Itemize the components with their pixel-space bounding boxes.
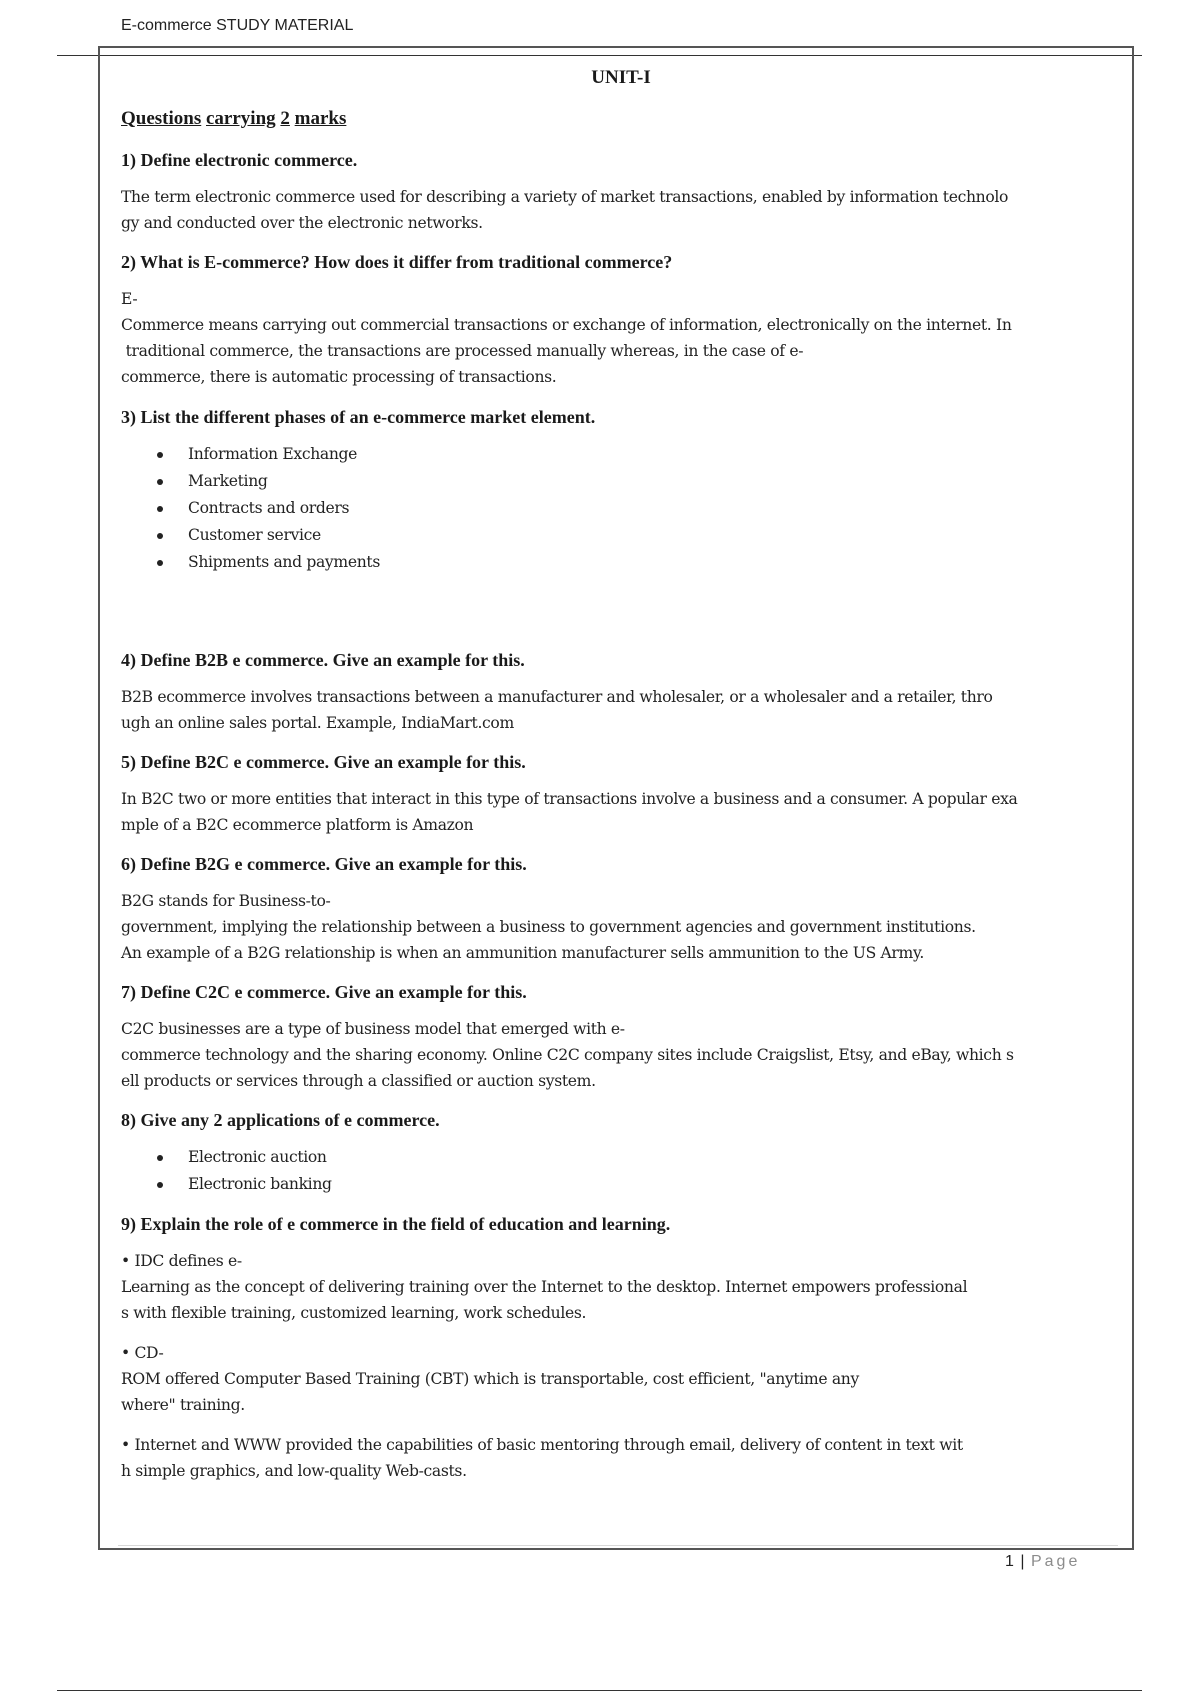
answer-line: • IDC defines e- <box>121 1252 242 1270</box>
answer-6 <box>121 888 1121 966</box>
document-body <box>121 66 1121 1498</box>
footer-rule <box>57 1690 1142 1691</box>
answer-line: traditional commerce, the transactions are processed manually whereas, in the case of e- <box>121 342 804 360</box>
answer-line: s with flexible training, customized learning, work schedules. <box>121 1304 587 1322</box>
answer-line: Commerce means carrying out commercial transactions or exchange of information, electronically on the internet. In <box>121 316 1012 334</box>
answer-5 <box>121 786 1121 838</box>
answer-line: gy and conducted over the electronic networks. <box>121 214 483 232</box>
question-2: 2) What is E-commerce? How does it differ from traditional commerce? <box>121 252 673 272</box>
list-item <box>121 468 1121 495</box>
list-item-label: Customer service <box>188 526 321 544</box>
section-title-word: 2 <box>280 108 290 129</box>
list-item <box>121 522 1121 549</box>
question-9: 9) Explain the role of e commerce in the field of education and learning. <box>121 1214 671 1234</box>
bullet-icon <box>157 479 163 485</box>
phases-list <box>121 441 1121 576</box>
answer-line: C2C businesses are a type of business model that emerged with e- <box>121 1020 625 1038</box>
answer-line: commerce technology and the sharing economy. Online C2C company sites include Craigslist, Etsy, and eBay, which s <box>121 1046 1014 1064</box>
bullet-icon <box>157 1182 163 1188</box>
answer-line: where" training. <box>121 1396 245 1414</box>
question-3: 3) List the different phases of an e-commerce market element. <box>121 407 596 427</box>
answer-1 <box>121 184 1121 236</box>
answer-line: B2B ecommerce involves transactions between a manufacturer and wholesaler, or a wholesaler and a retailer, thro <box>121 688 993 706</box>
answer-9-paragraph-2 <box>121 1340 1121 1418</box>
list-item-label: Contracts and orders <box>188 499 350 517</box>
section-title-word: marks <box>294 108 347 129</box>
question-1: 1) Define electronic commerce. <box>121 150 358 170</box>
list-item-label: Information Exchange <box>188 445 358 463</box>
section-title-word: carrying <box>206 108 276 129</box>
answer-line: government, implying the relationship between a business to government agencies and government institutions. <box>121 918 976 936</box>
answer-line: The term electronic commerce used for describing a variety of market transactions, enabled by information technolo <box>121 188 1009 206</box>
answer-line: B2G stands for Business-to- <box>121 892 331 910</box>
list-item-label: Marketing <box>188 472 268 490</box>
answer-line: h simple graphics, and low-quality Web-casts. <box>121 1462 467 1480</box>
answer-line: E- <box>121 290 138 308</box>
page-number-footer <box>1005 1553 1080 1571</box>
answer-2 <box>121 286 1121 390</box>
list-item-label: Shipments and payments <box>188 553 380 571</box>
list-item <box>121 1144 1121 1171</box>
answer-9-paragraph-3 <box>121 1432 1121 1484</box>
bullet-icon <box>157 533 163 539</box>
bullet-icon <box>157 452 163 458</box>
question-4: 4) Define B2B e commerce. Give an example for this. <box>121 650 525 670</box>
question-5: 5) Define B2C e commerce. Give an example for this. <box>121 752 526 772</box>
header-title: E-commerce STUDY MATERIAL <box>121 17 354 34</box>
answer-line: commerce, there is automatic processing of transactions. <box>121 368 557 386</box>
question-6: 6) Define B2G e commerce. Give an example for this. <box>121 854 527 874</box>
list-item <box>121 1171 1121 1198</box>
answer-4 <box>121 684 1121 736</box>
answer-7 <box>121 1016 1121 1094</box>
section-title-word: Questions <box>121 108 202 129</box>
applications-list <box>121 1144 1121 1198</box>
list-item <box>121 441 1121 468</box>
section-title <box>121 107 1121 131</box>
page-number: 1 <box>1005 1553 1014 1570</box>
answer-line: • CD- <box>121 1344 164 1362</box>
page-border-inner-rule <box>118 1545 1118 1546</box>
answer-line: In B2C two or more entities that interact in this type of transactions involve a business and a consumer. A popular exa <box>121 790 1018 808</box>
answer-line: ell products or services through a classified or auction system. <box>121 1072 596 1090</box>
bullet-icon <box>157 506 163 512</box>
answer-line: An example of a B2G relationship is when an ammunition manufacturer sells ammunition to the US Army. <box>121 944 924 962</box>
unit-title: UNIT-I <box>591 67 651 88</box>
list-item <box>121 495 1121 522</box>
answer-line: mple of a B2C ecommerce platform is Amazon <box>121 816 474 834</box>
answer-line: ugh an online sales portal. Example, IndiaMart.com <box>121 714 514 732</box>
answer-line: ROM offered Computer Based Training (CBT) which is transportable, cost efficient, "anytime any <box>121 1370 859 1388</box>
answer-line: Learning as the concept of delivering training over the Internet to the desktop. Internet empowers professional <box>121 1278 968 1296</box>
question-7: 7) Define C2C e commerce. Give an example for this. <box>121 982 527 1002</box>
question-8: 8) Give any 2 applications of e commerce. <box>121 1110 440 1130</box>
answer-line: • Internet and WWW provided the capabilities of basic mentoring through email, delivery of content in text wit <box>121 1436 963 1454</box>
blank-space <box>121 590 1121 648</box>
bullet-icon <box>157 560 163 566</box>
list-item-label: Electronic auction <box>188 1148 327 1166</box>
bullet-icon <box>157 1155 163 1161</box>
page-separator: | <box>1020 1553 1025 1570</box>
list-item-label: Electronic banking <box>188 1175 332 1193</box>
page-label: Page <box>1030 1553 1081 1570</box>
list-item <box>121 549 1121 576</box>
answer-9-paragraph-1 <box>121 1248 1121 1326</box>
